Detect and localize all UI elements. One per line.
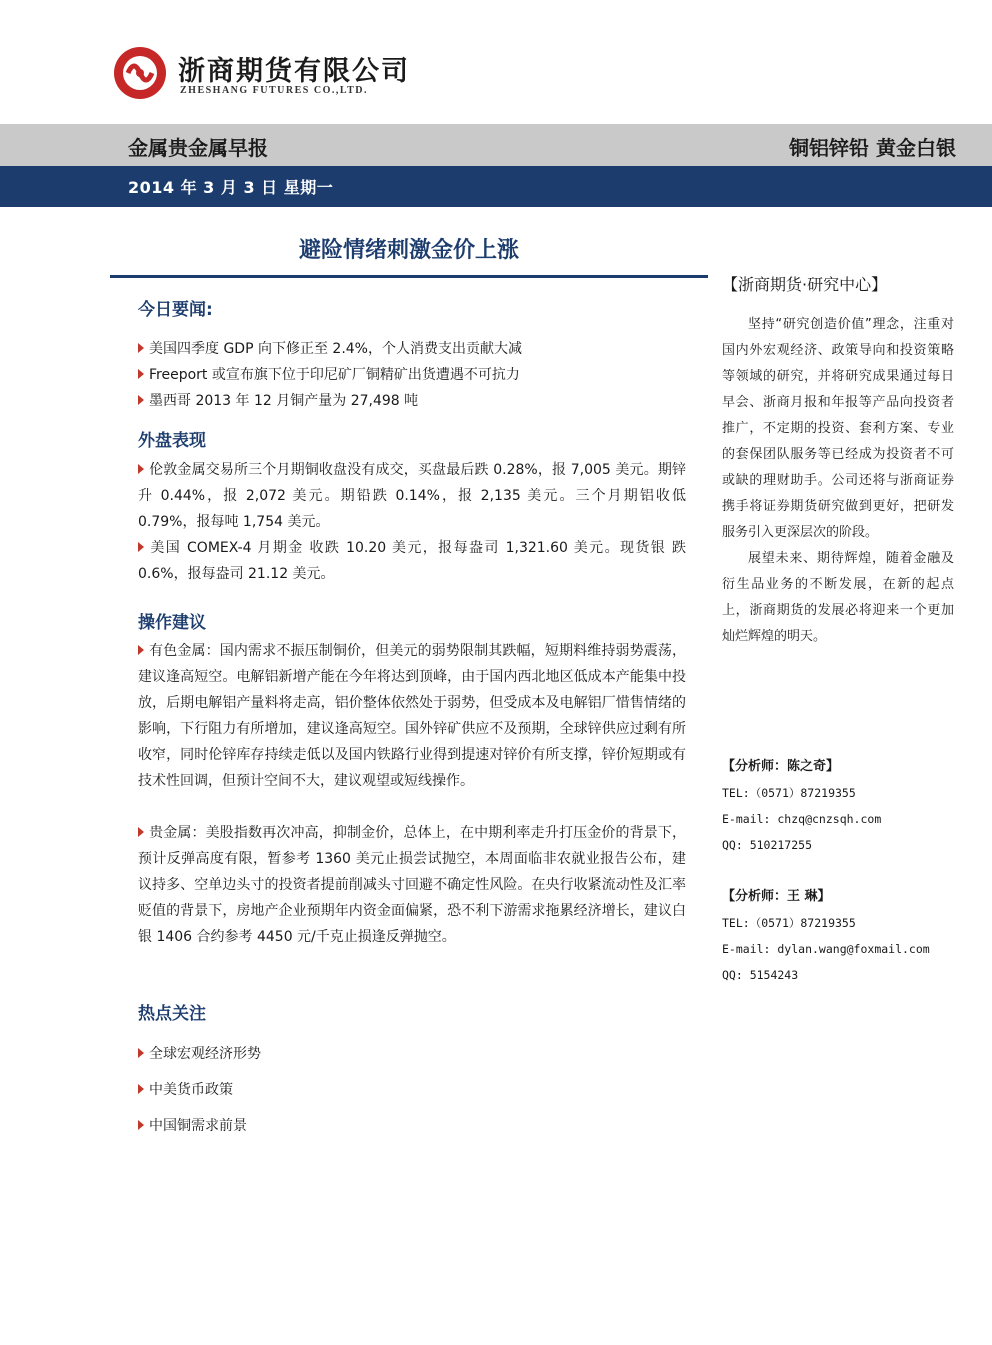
report-name: 金属贵金属早报 [128,136,268,160]
title-divider [110,275,708,278]
company-name-cn: 浙商期货有限公司 [178,56,410,87]
list-item: 美国四季度 GDP 向下修正至 2.4%，个人消费支出贡献大减 [138,336,686,362]
overseas-paragraph: 伦敦金属交易所三个月期铜收盘没有成交，买盘最后跌 0.28%，报 7,005 美元。期锌升 0.44%，报 2,072 美元。期铅跌 0.14%，报 2,135 美元。三个月期铝收低 0.79%，报每吨 1,754 美元。 [138,462,686,530]
analyst-phone: TEL:（0571）87219355 [722,786,856,800]
list-item: 墨西哥 2013 年 12 月铜产量为 27,498 吨 [138,388,686,414]
triangle-bullet-icon [138,369,144,379]
sidebar-paragraph: 坚持“研究创造价值”理念，注重对国内外宏观经济、政策导向和投资策略等领域的研究，并将研究成果通过每日早会、浙商月报和年报等产品向投资者推广，不定期的投资、套利方案、专业的套保团队服务等已经成为投资者不可或缺的理财助手。公司还将与浙商证券携手将证券期货研究做到更好，把研发服务引入更深层次的阶段。 [722,317,954,540]
page-title: 避险情绪刺激金价上涨 [298,238,519,263]
main-content [138,298,686,1144]
list-item: Freeport 或宣布旗下位于印尼矿厂铜精矿出货遭遇不可抗力 [138,362,686,388]
news-list [138,336,686,414]
date-bar [0,166,992,207]
news-title: 今日要闻: [138,300,213,320]
triangle-bullet-icon [138,1048,144,1058]
analyst-card [722,884,962,988]
triangle-bullet-icon [138,395,144,405]
report-header-bar [0,124,992,166]
triangle-bullet-icon [138,1120,144,1130]
list-item: 中美货币政策 [138,1072,686,1108]
company-logo [112,45,412,105]
analyst-qq: QQ: 5154243 [722,968,799,982]
analyst-name: 【分析师：陈之奇】 [722,759,840,774]
analyst-email: E-mail: dylan.wang@foxmail.com [722,942,930,956]
analyst-qq: QQ: 510217255 [722,838,813,852]
sidebar-paragraph: 展望未来、期待辉煌，随着金融及衍生品业务的不断发展，在新的起点上，浙商期货的发展必将迎来一个更加灿烂辉煌的明天。 [722,551,954,644]
company-name-en: ZHESHANG FUTURES CO.,LTD. [180,85,368,96]
company-logo-icon [112,45,168,101]
sidebar-title: 【浙商期货·研究中心】 [722,275,888,294]
triangle-bullet-icon [138,827,144,837]
advice-paragraph: 有色金属：国内需求不振压制铜价，但美元的弱势限制其跌幅，短期料维持弱势震荡，建议逢高短空。电解铝新增产能在今年将达到顶峰，由于国内西北地区低成本产能集中投放，后期电解铝产量料将走高，铝价整体依然处于弱势，但受成本及电解铝厂惜售情绪的影响，下行阻力有所增加，建议逢高短空。国外锌矿供应不及预期，全球锌供应过剩有所收窄，同时伦锌库存持续走低以及国内铁路行业得到提速对锌价有所支撑，锌价短期或有技术性回调，但预计空间不大，建议观望或短线操作。 [138,643,686,789]
research-center-sidebar [722,272,954,650]
overseas-paragraph: 美国 COMEX-4 月期金 收跌 10.20 美元，报每盎司 1,321.60 美元。现货银 跌 0.6%，报每盎司 21.12 美元。 [138,540,686,582]
analyst-name: 【分析师：王 琳】 [722,889,831,904]
triangle-bullet-icon [138,645,144,655]
analyst-phone: TEL:（0571）87219355 [722,916,856,930]
advice-paragraph: 贵金属：美股指数再次冲高，抑制金价，总体上，在中期利率走升打压金价的背景下，预计反弹高度有限，暂参考 1360 美元止损尝试抛空，本周面临非农就业报告公布，建议持多、空单边头寸的投资者提前削减头寸回避不确定性风险。在央行收紧流动性及汇率贬值的背景下，房地产企业预期年内资金面偏紧，恐不利下游需求拖累经济增长，建议白银 1406 合约参考 4450 元/千克止损逢反弹抛空。 [138,825,686,945]
triangle-bullet-icon [138,542,144,552]
analyst-card [722,754,962,858]
list-item: 全球宏观经济形势 [138,1036,686,1072]
advice-title: 操作建议 [138,613,206,633]
overseas-title: 外盘表现 [138,431,206,451]
triangle-bullet-icon [138,464,144,474]
report-date: 2014 年 3 月 3 日 星期一 [128,178,334,197]
analyst-email: E-mail: chzq@cnzsqh.com [722,812,882,826]
triangle-bullet-icon [138,1084,144,1094]
hot-topics-title: 热点关注 [138,1004,206,1024]
triangle-bullet-icon [138,343,144,353]
metals-covered: 铜铝锌铅 黄金白银 [789,136,956,160]
hot-topics-list [138,1036,686,1144]
list-item: 中国铜需求前景 [138,1108,686,1144]
